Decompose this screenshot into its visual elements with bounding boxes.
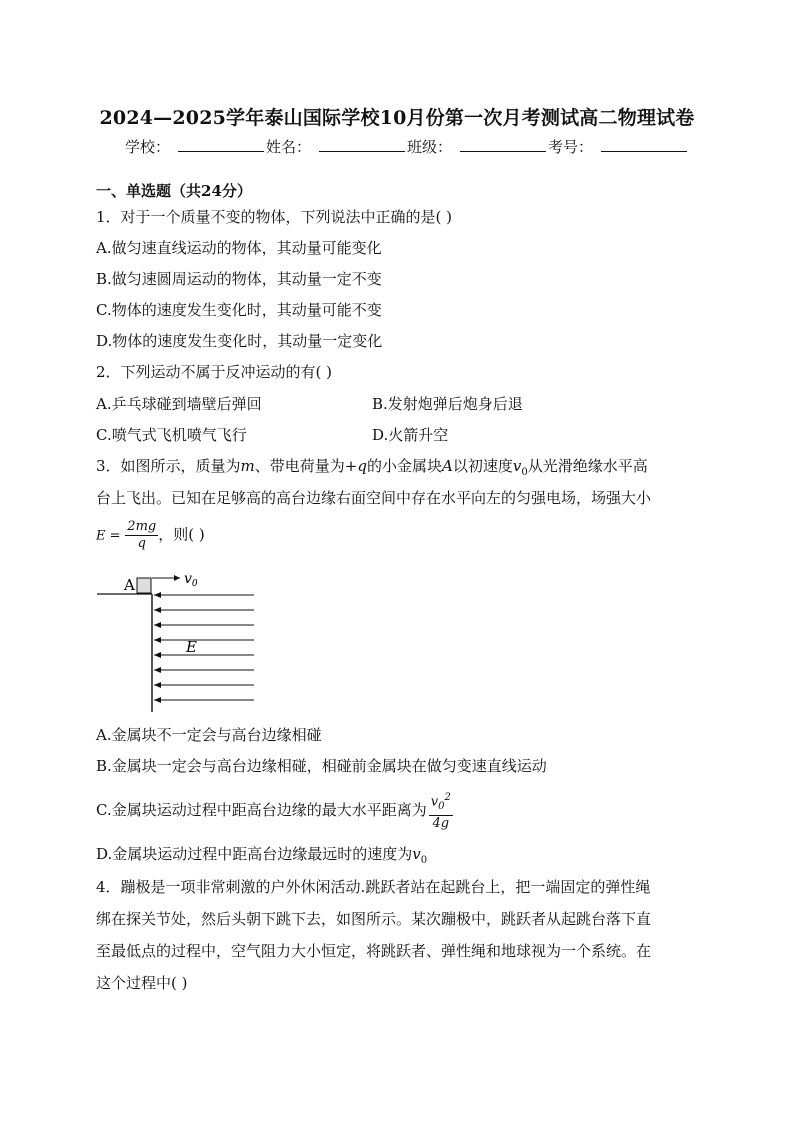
class-blank [460, 137, 546, 152]
q3-text: 3．如图所示，质量为 [96, 457, 241, 475]
q3-option-d-sub: 0 [420, 855, 428, 866]
q4-line: 4．蹦极是一项非常刺激的户外休闲活动.跳跃者站在起跳台上，把一端固定的弹性绳 [96, 878, 651, 896]
field-arrowhead [154, 667, 161, 673]
q2-stem: 2．下列运动不属于反冲运动的有( ) [96, 363, 333, 381]
q3-field-numerator: 2mg [127, 519, 157, 534]
field-arrowhead [154, 697, 161, 703]
school-blank [178, 137, 264, 152]
q1-option-b: B.做匀速圆周运动的物体，其动量一定不变 [96, 270, 382, 288]
section-heading: 一、单选题（共24分） [96, 182, 252, 200]
q3-option-c-numerator [429, 790, 453, 816]
page-title: 2024—2025学年泰山国际学校10月份第一次月考测试高二物理试卷 [99, 107, 695, 129]
q3-option-d-text: D.金属块运动过程中距高台边缘最远时的速度为 [96, 845, 413, 863]
q3-velocity-symbol: v [512, 457, 522, 475]
field-arrowhead [154, 607, 161, 613]
q2-option-a: A.乒乓球碰到墙壁后弹回 [96, 395, 262, 413]
q3-stem-line2: 台上飞出。已知在足够高的高台边缘右面空间中存在水平向左的匀强电场，场强大小 [96, 489, 652, 507]
q2-option-b: B.发射炮弹后炮身后退 [372, 395, 523, 413]
q1-option-a: A.做匀速直线运动的物体，其动量可能变化 [96, 239, 382, 257]
class-label: 班级： [407, 138, 453, 156]
q3-field-fraction [125, 519, 158, 552]
q3-charge-symbol: +q [344, 457, 367, 475]
field-lines [154, 592, 254, 703]
q3-stem-line1 [96, 455, 648, 478]
q3-option-c-sup: 2 [444, 792, 451, 803]
q2-option-d: D.火箭升空 [372, 426, 449, 444]
q3-option-c-v: v [430, 794, 439, 810]
q3-text: 从光滑绝缘水平高 [527, 457, 648, 475]
q3-text: 、带电荷量为 [254, 457, 345, 475]
q3-option-b: B.金属块一定会与高台边缘相碰，相碰前金属块在做匀变速直线运动 [96, 757, 547, 775]
q3-figure [94, 566, 264, 716]
school-label: 学校： [125, 138, 171, 156]
q4-line: 这个过程中( ) [96, 974, 188, 992]
q4-line: 绑在探关节处，然后头朝下跳下去，如图所示。某次蹦极中，跳跃者从起跳台落下直 [96, 910, 652, 928]
q3-velocity-subscript: 0 [521, 467, 528, 478]
metal-block [137, 578, 151, 593]
velocity-subscript: 0 [191, 579, 198, 589]
field-arrowhead [154, 637, 161, 643]
block-label: A [124, 576, 135, 594]
q1-option-c: C.物体的速度发生变化时，其动量可能不变 [96, 301, 382, 319]
q1-stem: 1．对于一个质量不变的物体，下列说法中正确的是( ) [96, 208, 453, 226]
q3-option-d-v: v [412, 845, 421, 863]
q3-option-c [96, 790, 453, 832]
velocity-arrowhead [174, 575, 180, 581]
q3-field-lhs: E = [96, 528, 121, 544]
q3-field-denominator: q [137, 536, 146, 551]
q2-option-c: C.喷气式飞机喷气飞行 [96, 426, 247, 444]
velocity-label [184, 571, 198, 589]
q1-option-d: D.物体的速度发生变化时，其动量一定变化 [96, 332, 383, 350]
q3-mass-symbol: m [240, 457, 255, 475]
q4-line: 至最低点的过程中，空气阻力大小恒定，将跳跃者、弹性绳和地球视为一个系统。在 [96, 942, 652, 960]
field-arrowhead [154, 682, 161, 688]
field-arrowhead [154, 622, 161, 628]
q3-option-c-sub: 0 [438, 800, 445, 812]
q3-text: ，则( ) [158, 525, 205, 544]
q3-text: 以初速度 [452, 457, 513, 475]
q3-option-c-text: C.金属块运动过程中距高台边缘的最大水平距离为 [96, 800, 427, 819]
field-arrowhead [154, 652, 161, 658]
field-label: E [186, 638, 197, 656]
q3-option-c-fraction [429, 790, 453, 832]
student-info-line [125, 136, 689, 157]
q3-option-d [96, 843, 427, 866]
q3-stem-line3 [96, 519, 205, 552]
name-blank [319, 137, 405, 152]
exam-number-label: 考号： [548, 138, 594, 156]
q3-option-c-denominator: 4g [432, 815, 450, 831]
name-label: 姓名： [266, 138, 312, 156]
velocity-symbol: v [184, 571, 192, 587]
q3-block-symbol: A [441, 457, 453, 475]
field-arrowhead [154, 592, 161, 598]
q3-text: 的小金属块 [366, 457, 442, 475]
exam-number-blank [601, 137, 687, 152]
q3-option-a: A.金属块不一定会与高台边缘相碰 [96, 726, 322, 744]
